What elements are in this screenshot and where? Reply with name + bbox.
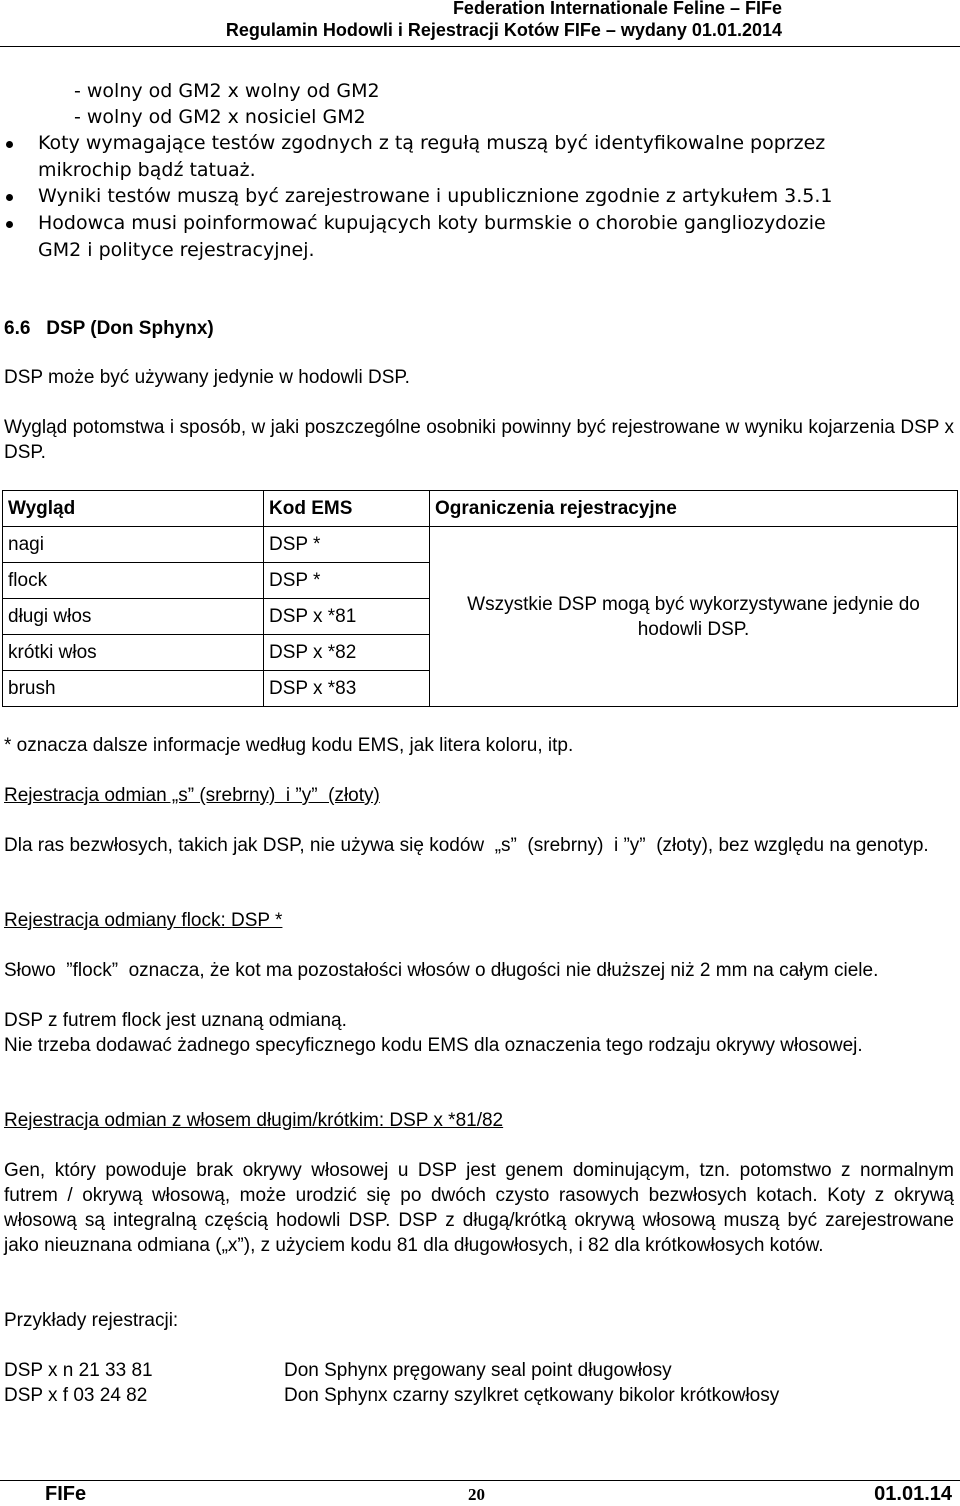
table-header-row — [3, 491, 958, 527]
header-subtitle: Regulamin Hodowli i Rejestracji Kotów FIFe – wydany 01.01.2014 — [225, 20, 782, 40]
table-cell-ems-code: DSP * — [264, 527, 430, 563]
dash-item-2: - wolny od GM2 x nosiciel GM2 — [74, 106, 366, 128]
flock-paragraph-1: Słowo ”flock” oznacza, że kot ma pozostałości włosów o długości nie dłuższej niż 2 mm na całym ciele. — [4, 960, 879, 981]
long-short-text: Gen, który powoduje brak okrywy włosowej u DSP jest genem dominującym, tzn. potomstwo z normalnym futrem / okrywą włosową, może urodzić się po dwóch czysto rasowych bezwłosych kotach. Koty z okrywą włosową są integralną częścią hodowli DSP. DSP z długą/krótką okrywą włosową muszą być zarejestrowane jako nieuznana odmiana („x”), z użyciem kodu 81 dla długowłosych, i 82 dla krótkowłosych kotów. — [4, 1160, 954, 1256]
bullet-item-3-line1: Hodowca musi poinformować kupujących koty burmskie o chorobie gangliozydozie — [38, 212, 826, 234]
example-description: Don Sphynx czarny szylkret cętkowany bikolor krótkowłosy — [284, 1385, 780, 1406]
table-cell-ems-code: DSP x *82 — [264, 635, 430, 671]
dash-item-1: - wolny od GM2 x wolny od GM2 — [74, 80, 380, 102]
table-cell-ems-code: DSP * — [264, 563, 430, 599]
bullet-icon — [6, 221, 13, 228]
bullet-item-1-line1: Koty wymagające testów zgodnych z tą regułą muszą być identyfikowalne poprzez — [38, 132, 826, 154]
flock-paragraph-2: DSP z futrem flock jest uznaną odmianą. — [4, 1010, 347, 1031]
page-number: 20 — [468, 1485, 485, 1504]
table-cell-appearance: brush — [3, 671, 264, 707]
table-row — [3, 527, 958, 563]
table-cell-appearance: krótki włos — [3, 635, 264, 671]
examples-label: Przykłady rejestracji: — [4, 1310, 179, 1331]
header-title: Federation Internationale Feline – FIFe — [452, 0, 782, 18]
registration-table — [2, 490, 958, 707]
section-heading: 6.6 DSP (Don Sphynx) — [4, 318, 214, 339]
bullet-icon — [6, 194, 13, 201]
bullet-item-1-line2: mikrochip bądź tatuaż. — [38, 159, 256, 181]
section-paragraph-1: DSP może być używany jedynie w hodowli DSP. — [4, 367, 410, 388]
table-footnote: * oznacza dalsze informacje według kodu EMS, jak litera koloru, itp. — [4, 735, 574, 756]
example-code: DSP x f 03 24 82 — [4, 1385, 148, 1406]
table-header-cell: Wygląd — [3, 491, 264, 527]
example-code: DSP x n 21 33 81 — [4, 1360, 153, 1381]
section-paragraph-2: Wygląd potomstwa i sposób, w jaki poszczególne osobniki powinny być rejestrowane w wyniku kojarzenia DSP x DSP. — [4, 417, 954, 463]
table-header-cell: Ograniczenia rejestracyjne — [430, 491, 958, 527]
table-header-cell: Kod EMS — [264, 491, 430, 527]
footer-org: FIFe — [45, 1483, 87, 1505]
bullet-item-3-line2: GM2 i polityce rejestracyjnej. — [38, 239, 315, 261]
table-cell-restrictions: Wszystkie DSP mogą być wykorzystywane jedynie do hodowli DSP. — [430, 527, 958, 707]
table-cell-appearance: nagi — [3, 527, 264, 563]
page-header — [0, 0, 960, 47]
flock-heading: Rejestracja odmiany flock: DSP * — [4, 910, 283, 931]
footer-date: 01.01.14 — [874, 1483, 952, 1505]
long-short-heading: Rejestracja odmian z włosem długim/krótkim: DSP x *81/82 — [4, 1110, 504, 1131]
table-cell-ems-code: DSP x *83 — [264, 671, 430, 707]
silver-golden-heading: Rejestracja odmian „s” (srebrny) i ”y” (złoty) — [4, 785, 380, 806]
silver-golden-text: Dla ras bezwłosych, takich jak DSP, nie używa się kodów „s” (srebrny) i ”y” (złoty), bez względu na genotyp. — [4, 835, 929, 856]
flock-paragraph-3: Nie trzeba dodawać żadnego specyficznego kodu EMS dla oznaczenia tego rodzaju okrywy włosowej. — [4, 1035, 863, 1056]
table-cell-appearance: długi włos — [3, 599, 264, 635]
bullet-icon — [6, 141, 13, 148]
example-description: Don Sphynx pręgowany seal point długowłosy — [284, 1360, 672, 1381]
page-footer — [0, 1480, 960, 1504]
table-cell-ems-code: DSP x *81 — [264, 599, 430, 635]
table-cell-appearance: flock — [3, 563, 264, 599]
bullet-item-2: Wyniki testów muszą być zarejestrowane i upublicznione zgodnie z artykułem 3.5.1 — [38, 185, 833, 207]
